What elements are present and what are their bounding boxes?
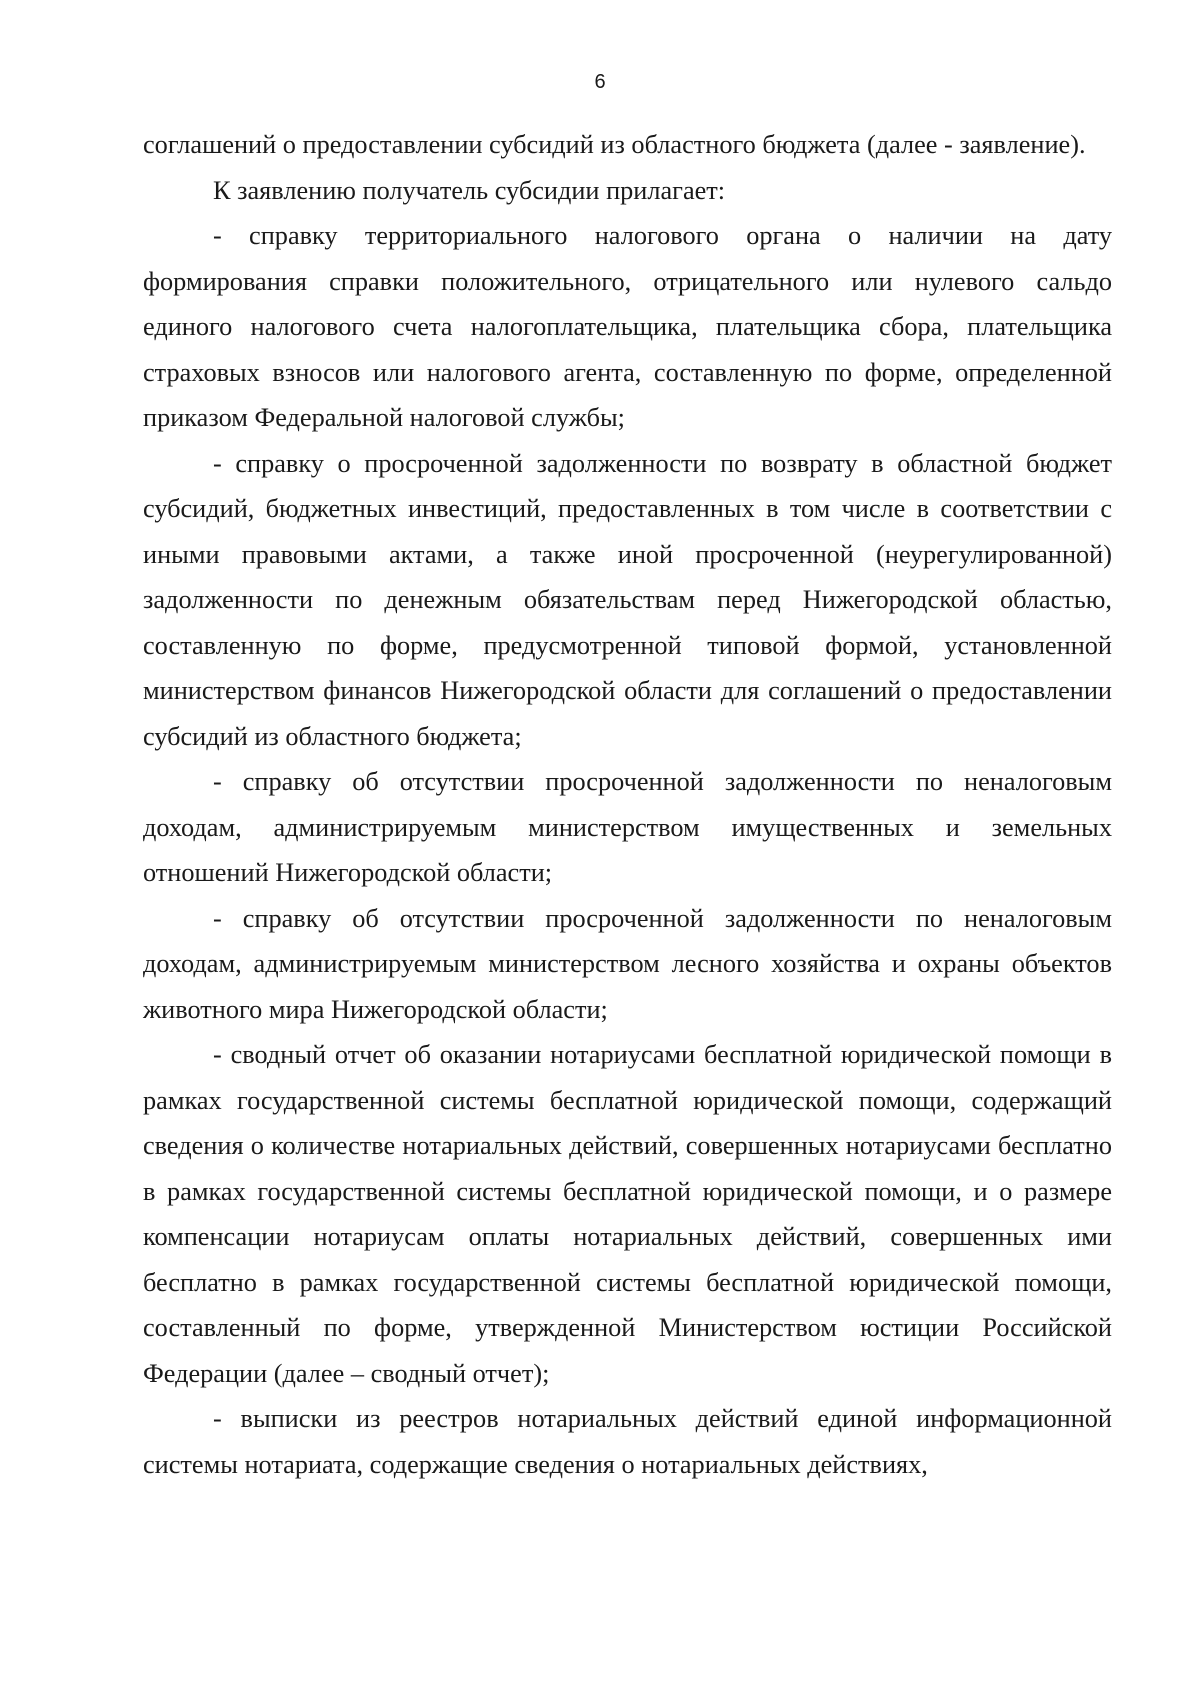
paragraph-application-continuation: соглашений о предоставлении субсидий из областного бюджета (далее - заявление). [143, 130, 1086, 159]
paragraph-notary-registry-extracts: - выписки из реестров нотариальных действий единой информационной системы нотариата, содержащие сведения о нотариальных действиях, [143, 1404, 1112, 1479]
paragraph-forestry-ministry-certificate: - справку об отсутствии просроченной задолженности по неналоговым доходам, администрируемым министерством лесного хозяйства и охраны объектов животного мира Нижегородской области; [143, 903, 1112, 1024]
page-number: 6 [594, 71, 606, 93]
paragraph-tax-certificate: - справку территориального налогового органа о наличии на дату формирования справки положительного, отрицательного или нулевого сальдо единого налогового счета налогоплательщика, плательщика сбора, плательщика страховых взносов или налогового агента, составленную по форме, определенной приказом Федеральной налоговой службы; [143, 221, 1112, 432]
paragraph-notary-summary-report: - сводный отчет об оказании нотариусами бесплатной юридической помощи в рамках государственной системы бесплатной юридической помощи, содержащий сведения о количестве нотариальных действий, совершенных нотариусами бесплатно в рамках государственной системы бесплатной юридической помощи, и о размере компенсации нотариусам оплаты нотариальных действий, совершенных ими бесплатно в рамках государственной системы бесплатной юридической помощи, составленный по форме, утвержденной Министерством юстиции Российской Федерации (далее – сводный отчет); [143, 1040, 1112, 1388]
document-body [143, 122, 1112, 1487]
paragraph-overdue-debt-certificate: - справку о просроченной задолженности по возврату в областной бюджет субсидий, бюджетных инвестиций, предоставленных в том числе в соответствии с иными правовыми актами, а также иной просроченной (неурегулированной) задолженности по денежным обязательствам перед Нижегородской областью, составленную по форме, предусмотренной типовой формой, установленной министерством финансов Нижегородской области для соглашений о предоставлении субсидий из областного бюджета; [143, 448, 1112, 751]
paragraph-property-ministry-certificate: - справку об отсутствии просроченной задолженности по неналоговым доходам, администрируемым министерством имущественных и земельных отношений Нижегородской области; [143, 767, 1112, 887]
paragraph-attachments-intro: К заявлению получатель субсидии прилагает: [213, 175, 726, 205]
